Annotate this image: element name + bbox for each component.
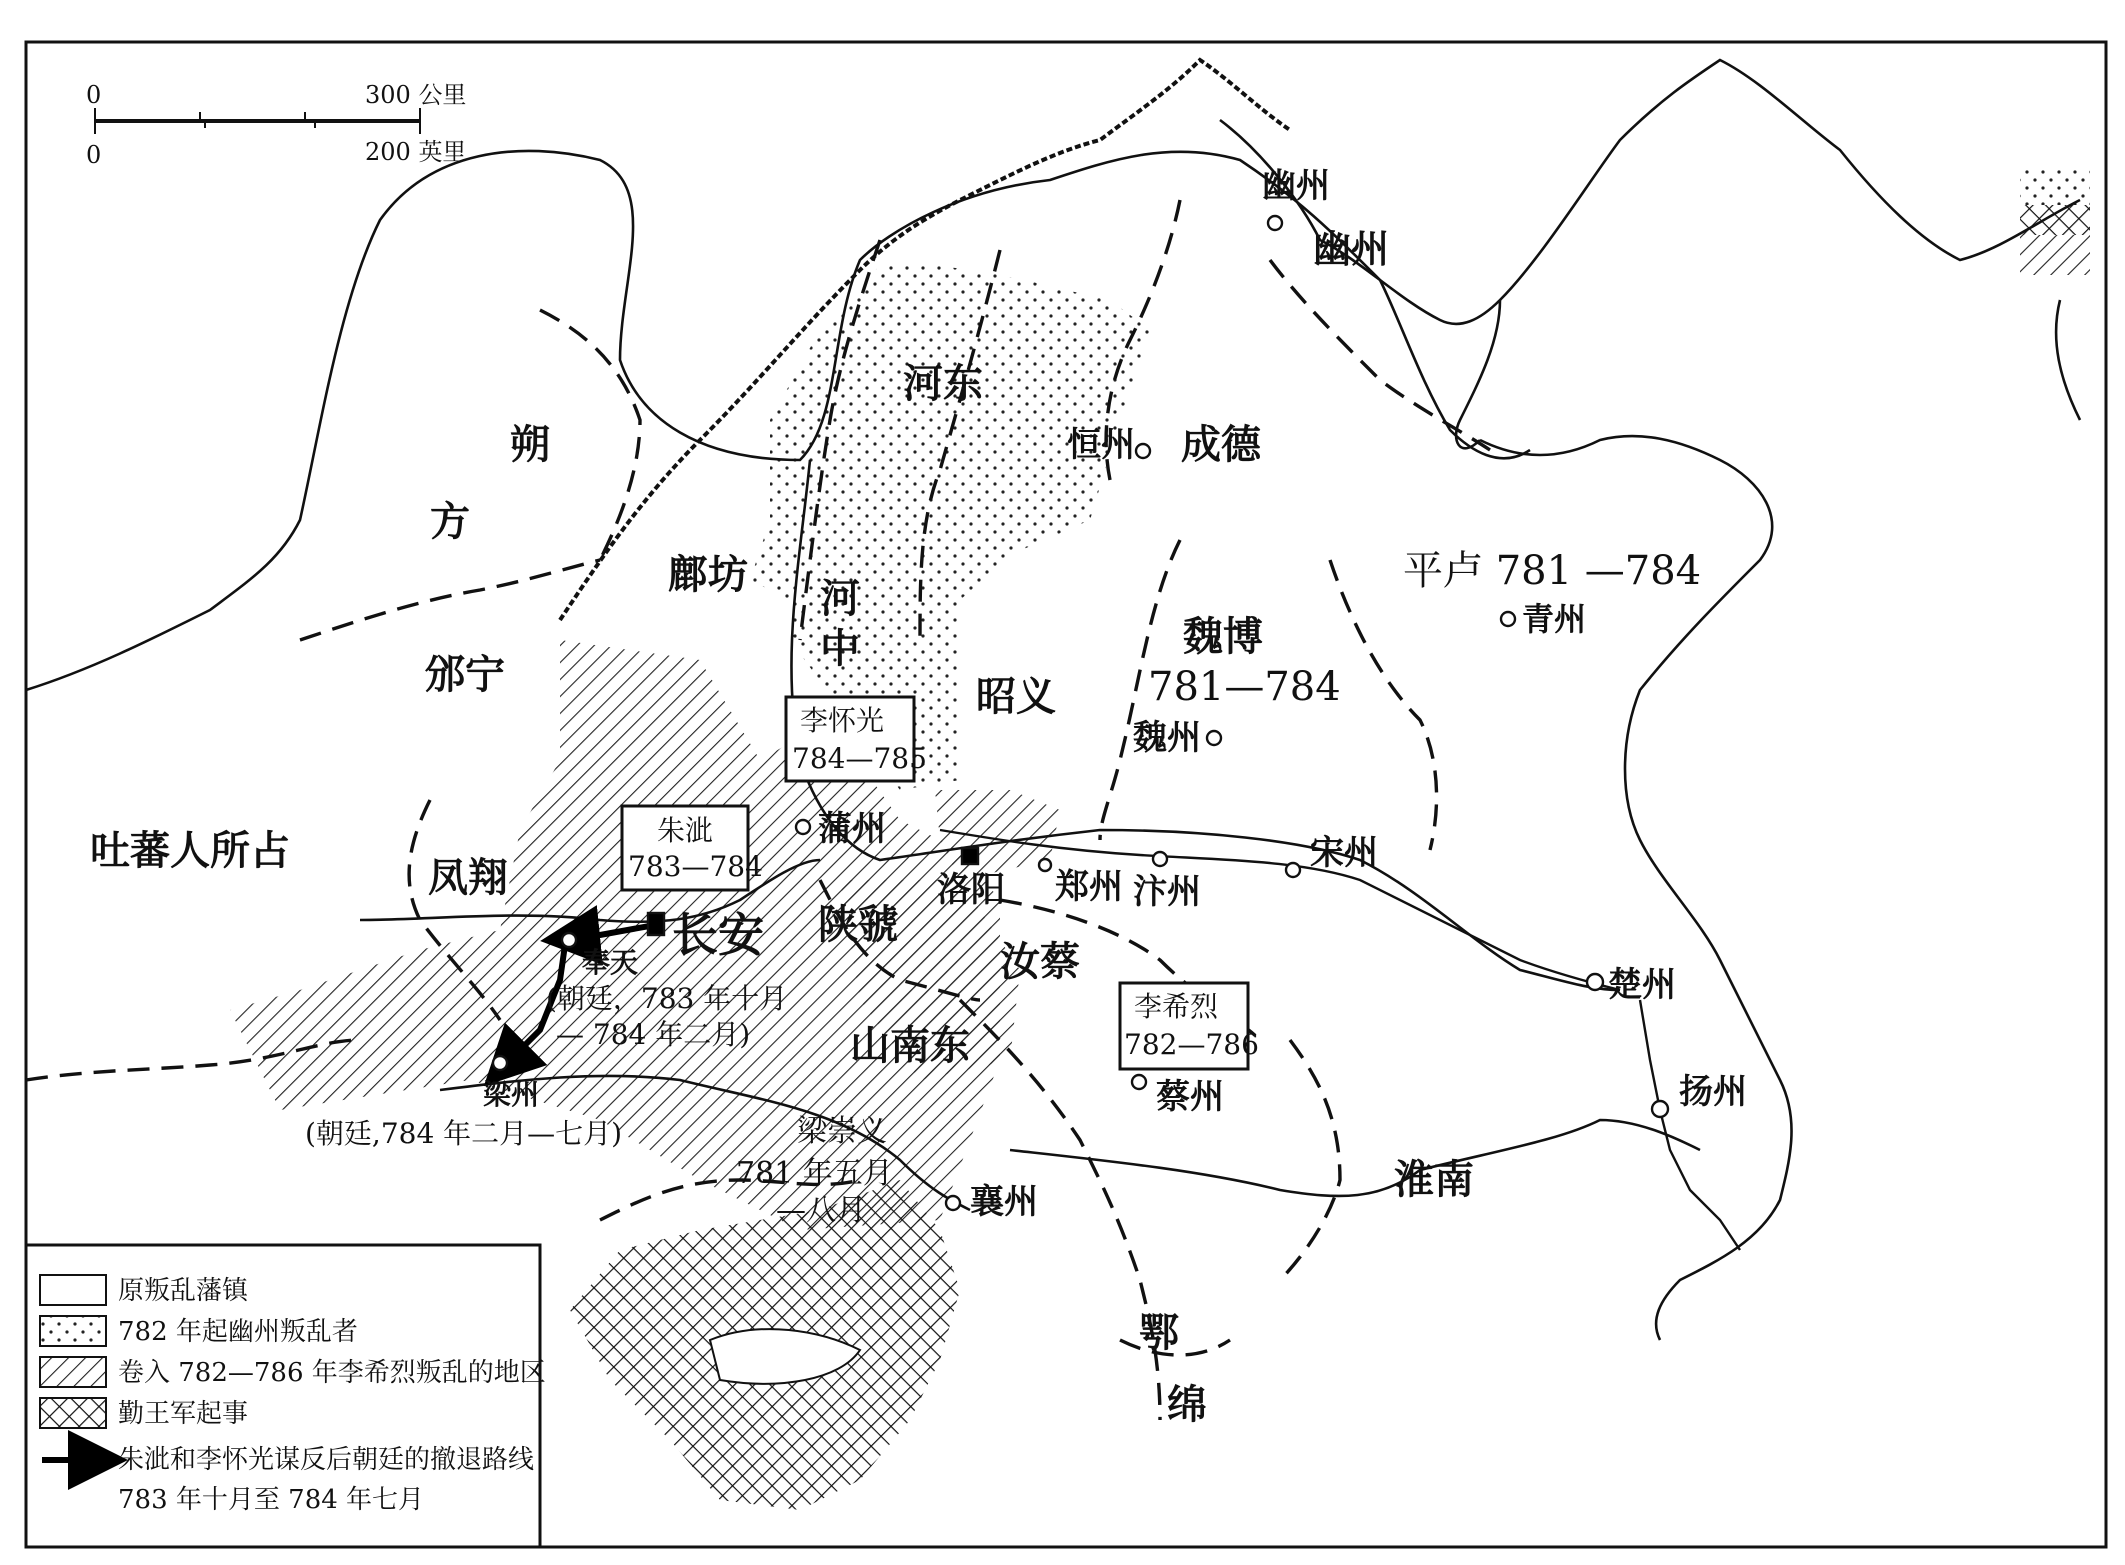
label-court1b: — 784 年二月) [556, 1018, 751, 1051]
box-zhuci [622, 806, 763, 890]
label-shanguo: 陕虢 [818, 901, 898, 948]
city-marker-qingzhou [1501, 612, 1515, 626]
label-lcy-years1: 781 年五月 [736, 1156, 893, 1191]
label-chengde: 成德 [1181, 421, 1261, 468]
city-marker-chuzhou [1587, 974, 1603, 990]
boundary-chengde-east [1270, 260, 1490, 450]
label-pinglu: 平卢 781 —784 [1403, 548, 1702, 594]
city-marker-caizhou [1132, 1075, 1146, 1089]
scale-mi-label: 200 英里 [365, 138, 467, 166]
label-court2: (朝廷,784 年二月—七月) [305, 1117, 623, 1150]
hatched-area-northeast [2020, 235, 2090, 275]
legend [26, 1245, 546, 1547]
label-ruocai: 汝蔡 [1000, 938, 1080, 985]
legend-swatch-lixilie [40, 1357, 106, 1387]
city-marker-zhengzhou [1039, 859, 1051, 871]
label-e: 鄂 [1139, 1309, 1179, 1356]
label-tubo: 吐蕃人所占 [90, 827, 290, 874]
boundary-huainan [1280, 1040, 1340, 1280]
label-he: 河 [820, 575, 860, 622]
legend-label-qinwang: 勤王军起事 [118, 1399, 249, 1429]
boundary-shuofang-fufang [540, 310, 640, 560]
box-lihuaiguang-name: 李怀光 [800, 704, 885, 737]
coastline-north [1220, 60, 2080, 324]
legend-swatch-qinwang [40, 1398, 106, 1428]
label-fengtian: 奉天 [582, 946, 639, 979]
label-liangchongyi: 梁崇义 [797, 1114, 887, 1149]
label-zhong: 中 [820, 625, 860, 672]
label-weibo: 魏博 [1183, 613, 1263, 660]
label-caizhou: 蔡州 [1156, 1077, 1224, 1117]
box-lihuaiguang [786, 697, 927, 781]
label-lcy-years2: —八月 [776, 1193, 866, 1228]
ne-coast [2056, 300, 2080, 420]
label-youzhou-region: 幽州 [1313, 226, 1390, 271]
legend-label-lixilie: 卷入 782—786 年李希烈叛乱的地区 [118, 1358, 546, 1388]
label-shannandong: 山南东 [850, 1022, 970, 1069]
label-changan: 长安 [672, 908, 764, 962]
legend-label-original: 原叛乱藩镇 [118, 1276, 249, 1306]
label-mian: 绵 [1167, 1381, 1207, 1428]
city-marker-bianzhou [1153, 852, 1167, 866]
label-fufang: 鄜坊 [668, 551, 748, 598]
city-marker-songzhou [1286, 863, 1300, 877]
label-fang: 方 [430, 498, 470, 545]
label-weizhou: 魏州 [1133, 718, 1201, 758]
crosshatch-area-northeast [2020, 205, 2090, 235]
label-hengzhou: 恒州 [1067, 425, 1135, 465]
scale-zero-bottom: 0 [86, 141, 102, 169]
box-zhuci-name: 朱泚 [657, 814, 714, 847]
city-marker-xiangzhou [946, 1196, 960, 1210]
label-huainan: 淮南 [1394, 1156, 1474, 1203]
label-chuzhou: 楚州 [1608, 965, 1676, 1005]
legend-swatch-original [40, 1275, 106, 1305]
label-qingzhou: 青州 [1522, 600, 1587, 638]
box-lihuaiguang-years: 784—785 [792, 742, 927, 775]
city-marker-yangzhou [1652, 1101, 1668, 1117]
label-youzhou-city: 幽州 [1262, 166, 1330, 206]
label-fengxiang: 凤翔 [428, 854, 508, 901]
city-marker-puzhou [796, 820, 810, 834]
capital-marker-luoyang [962, 848, 978, 864]
box-lixilie-years: 782—786 [1124, 1028, 1259, 1061]
capital-marker-changan [648, 913, 664, 935]
legend-route-label: 朱泚和李怀光谋反后朝廷的撤退路线 [118, 1445, 535, 1475]
box-zhuci-years: 783—784 [628, 850, 763, 883]
boundary-pinglu [1330, 560, 1437, 850]
city-marker-youzhou [1268, 216, 1282, 230]
scale-bar [86, 81, 466, 169]
label-weibo-years: 781—784 [1148, 664, 1341, 710]
label-liangzhou: 梁州 [483, 1078, 540, 1111]
city-marker-hengzhou [1136, 444, 1150, 458]
box-lixilie-name: 李希烈 [1134, 990, 1219, 1023]
label-xiangzhou: 襄州 [970, 1182, 1038, 1222]
boundary-binning [300, 560, 600, 640]
box-lixilie [1120, 983, 1259, 1069]
scale-km-label: 300 公里 [365, 81, 467, 109]
label-shuo: 朔 [510, 421, 550, 468]
label-zhengzhou: 郑州 [1055, 867, 1123, 907]
label-luoyang: 洛阳 [937, 870, 1005, 910]
city-marker-liangzhou [493, 1056, 507, 1070]
label-yangzhou: 扬州 [1679, 1072, 1747, 1112]
legend-label-youzhou: 782 年起幽州叛乱者 [118, 1317, 358, 1347]
label-songzhou: 宋州 [1310, 833, 1378, 873]
label-hedong: 河东 [903, 360, 983, 407]
city-marker-weizhou [1207, 731, 1221, 745]
scale-zero-top: 0 [86, 81, 102, 109]
label-court1: (朝廷，783 年十月 [546, 982, 788, 1015]
label-zhaoyi: 昭义 [976, 673, 1056, 720]
label-puzhou: 蒲州 [818, 809, 886, 849]
city-marker-fengtian [562, 933, 576, 947]
label-binning: 邠宁 [425, 651, 505, 698]
legend-swatch-youzhou [40, 1316, 106, 1346]
label-bianzhou: 汴州 [1133, 872, 1201, 912]
legend-route-dates: 783 年十月至 784 年七月 [118, 1485, 425, 1515]
yangtze-river [1010, 1120, 1700, 1196]
